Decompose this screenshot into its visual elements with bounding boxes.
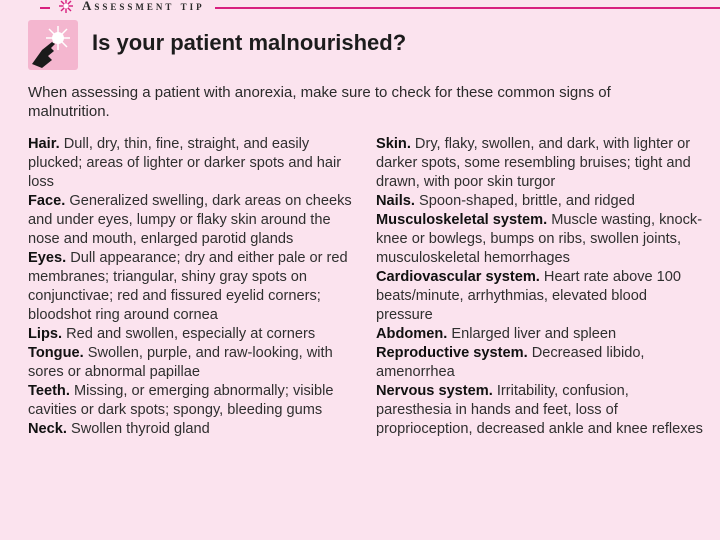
term: Nails. [376, 193, 415, 209]
intro-text: When assessing a patient with anorexia, make sure to check for these common signs of malnutrition. [28, 84, 611, 120]
description: Missing, or emerging abnormally; visible cavities or dark spots; spongy, bleeding gums [28, 383, 334, 418]
list-item [376, 344, 706, 382]
list-item [376, 268, 706, 325]
header-tag-label: Assessment tip [82, 0, 205, 13]
left-column [28, 135, 360, 439]
list-item [376, 382, 706, 439]
list-item [28, 344, 360, 382]
header-tag [50, 0, 215, 14]
list-item [28, 135, 360, 192]
term: Eyes. [28, 250, 67, 266]
term: Abdomen. [376, 326, 448, 342]
description: Dry, flaky, swollen, and dark, with lighter or darker spots, some resembling bruises; tight and drawn, with poor skin turgor [376, 136, 691, 190]
hand-sparkle-icon [28, 20, 78, 70]
list-item [28, 192, 360, 249]
list-item [376, 192, 706, 211]
description: Swollen, purple, and raw-looking, with sores or abnormal papillae [28, 345, 333, 380]
right-column [376, 135, 706, 439]
term: Hair. [28, 136, 60, 152]
description: Heart rate above 100 beats/minute, arrhythmias, elevated blood pressure [376, 269, 682, 323]
description: Dull, dry, thin, fine, straight, and easily plucked; areas of lighter or darker spots and hair loss [28, 136, 342, 190]
term: Tongue. [28, 345, 84, 361]
description: Spoon-shaped, brittle, and ridged [414, 193, 635, 209]
description: Dull appearance; dry and either pale or red membranes; triangular, shiny gray spots on conjunctivae; red and fissured eyelid corners; bloodshot ring around cornea [28, 250, 348, 323]
description: Enlarged liver and spleen [447, 326, 617, 342]
list-item [376, 211, 706, 268]
term: Cardiovascular system. [376, 269, 540, 285]
page-title: Is your patient malnourished? [92, 30, 407, 55]
term: Musculoskeletal system. [376, 212, 548, 228]
sparkle-icon [58, 0, 74, 14]
term: Neck. [28, 421, 67, 437]
description: Irritability, confusion, paresthesia in hands and feet, loss of proprioception, decreased ankle and knee reflexes [376, 383, 703, 437]
list-item [28, 382, 360, 420]
term: Teeth. [28, 383, 70, 399]
list-item [376, 325, 706, 344]
term: Skin. [376, 136, 411, 152]
list-item [28, 249, 360, 325]
description: Swollen thyroid gland [66, 421, 210, 437]
description: Generalized swelling, dark areas on cheeks and under eyes, lumpy or flaky skin around the nose and mouth, enlarged parotid glands [28, 193, 352, 247]
term: Reproductive system. [376, 345, 528, 361]
description: Muscle wasting, knock-knee or bowlegs, bumps on ribs, swollen joints, musculoskeletal hemorrhages [376, 212, 703, 266]
term: Face. [28, 193, 66, 209]
term: Lips. [28, 326, 63, 342]
description: Decreased libido, amenorrhea [376, 345, 645, 380]
list-item [28, 325, 360, 344]
description: Red and swollen, especially at corners [62, 326, 316, 342]
term: Nervous system. [376, 383, 493, 399]
list-item [376, 135, 706, 192]
list-item [28, 420, 360, 439]
